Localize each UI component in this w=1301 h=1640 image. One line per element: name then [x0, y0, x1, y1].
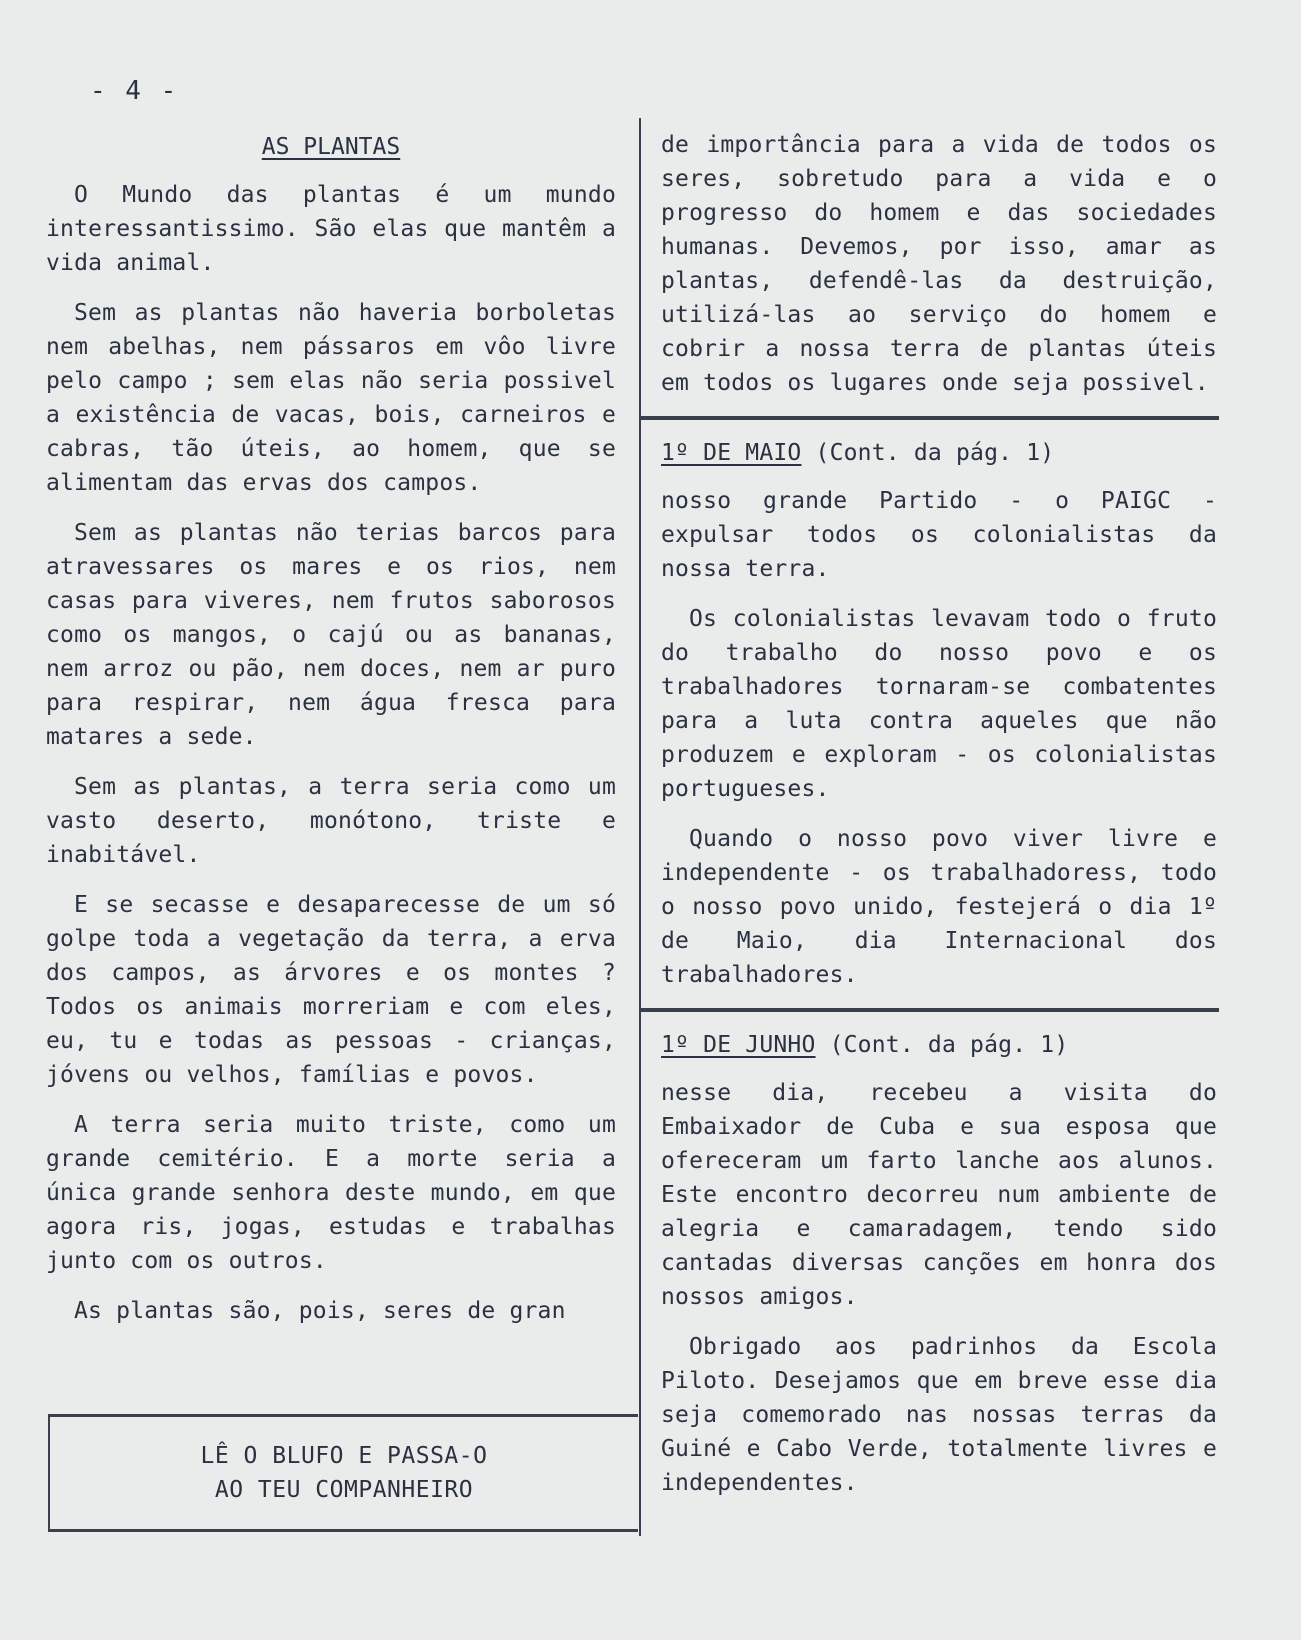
notice-line-2: AO TEU COMPANHEIRO — [214, 1477, 474, 1503]
article-paragraph: Obrigado aos padrinhos da Escola Piloto. Desejamos que em breve esse dia seja comemorado nas nossas terras da Guiné e Cabo Verde, totalmente livres e independentes. — [661, 1334, 1217, 1496]
article-paragraph: Sem as plantas não terias barcos para atravessares os mares e os rios, nem casas para viveres, nem frutos saborosos como os mangos, o cajú ou as bananas, nem arroz ou pão, nem doces, nem ar puro para respirar, nem água fresca para matares a sede. — [46, 520, 616, 750]
section-divider — [639, 1008, 1219, 1012]
section-heading-note: (Cont. da pág. 1) — [815, 1032, 1069, 1058]
article-paragraph: A terra seria muito triste, como um grande cemitério. E a morte seria a única grande senhora deste mundo, em que agora ris, jogas, estudas e trabalhas junto com os outros. — [46, 1112, 616, 1274]
section-heading-title: 1º DE JUNHO — [661, 1032, 816, 1058]
article-paragraph: As plantas são, pois, seres de gran — [74, 1298, 566, 1324]
section-heading-junho — [661, 1028, 1217, 1062]
article-paragraph: O Mundo das plantas é um mundo interessantissimo. São elas que mantêm a vida animal. — [46, 182, 616, 276]
section-heading-title: 1º DE MAIO — [661, 440, 802, 466]
left-column — [46, 130, 616, 1344]
article-continuation: de importância para a vida de todos os seres, sobretudo para a vida e o progresso do homem e das sociedades humanas. Devemos, por isso, amar as plantas, defendê-las da destruição, utilizá-las ao serviço do homem e cobrir a nossa terra de plantas úteis em todos os lugares onde seja possivel. — [661, 132, 1217, 396]
section-divider — [639, 416, 1219, 420]
article-paragraph: nosso grande Partido - o PAIGC - expulsar todos os colonialistas da nossa terra. — [661, 488, 1217, 582]
notice-line-1: LÊ O BLUFO E PASSA-O — [200, 1443, 488, 1469]
section-heading-maio — [661, 436, 1217, 470]
column-divider — [639, 118, 641, 1536]
pass-along-notice-box — [48, 1414, 638, 1532]
article-paragraph: Sem as plantas, a terra seria como um vasto deserto, monótono, triste e inabitável. — [46, 774, 616, 868]
right-column — [661, 128, 1217, 1516]
article-title: AS PLANTAS — [261, 134, 401, 160]
article-paragraph: Sem as plantas não haveria borboletas nem abelhas, nem pássaros em vôo livre pelo campo ; sem elas não seria possivel a existência de vacas, bois, carneiros e cabras, tão úteis, ao homem, que se alimentam das ervas dos campos. — [46, 300, 616, 496]
article-paragraph: Quando o nosso povo viver livre e independente - os trabalhadoress, todo o nosso povo unido, festejerá o dia 1º de Maio, dia Internacional dos trabalhadores. — [661, 826, 1217, 988]
page-number: - 4 - — [90, 76, 179, 106]
article-paragraph: Os colonialistas levavam todo o fruto do trabalho do nosso povo e os trabalhadores tornaram-se combatentes para a luta contra aqueles que não produzem e exploram - os colonialistas portugueses. — [661, 606, 1217, 802]
article-paragraph: nesse dia, recebeu a visita do Embaixador de Cuba e sua esposa que ofereceram um farto lanche aos alunos. Este encontro decorreu num ambiente de alegria e camaradagem, tendo sido cantadas diversas canções em honra dos nossos amigos. — [661, 1080, 1217, 1310]
section-heading-note: (Cont. da pág. 1) — [801, 440, 1055, 466]
article-paragraph: E se secasse e desaparecesse de um só golpe toda a vegetação da terra, a erva dos campos, as árvores e os montes ? Todos os animais morreriam e com eles, eu, tu e todas as pessoas - crianças, jóvens ou velhos, famílias e povos. — [46, 892, 616, 1088]
